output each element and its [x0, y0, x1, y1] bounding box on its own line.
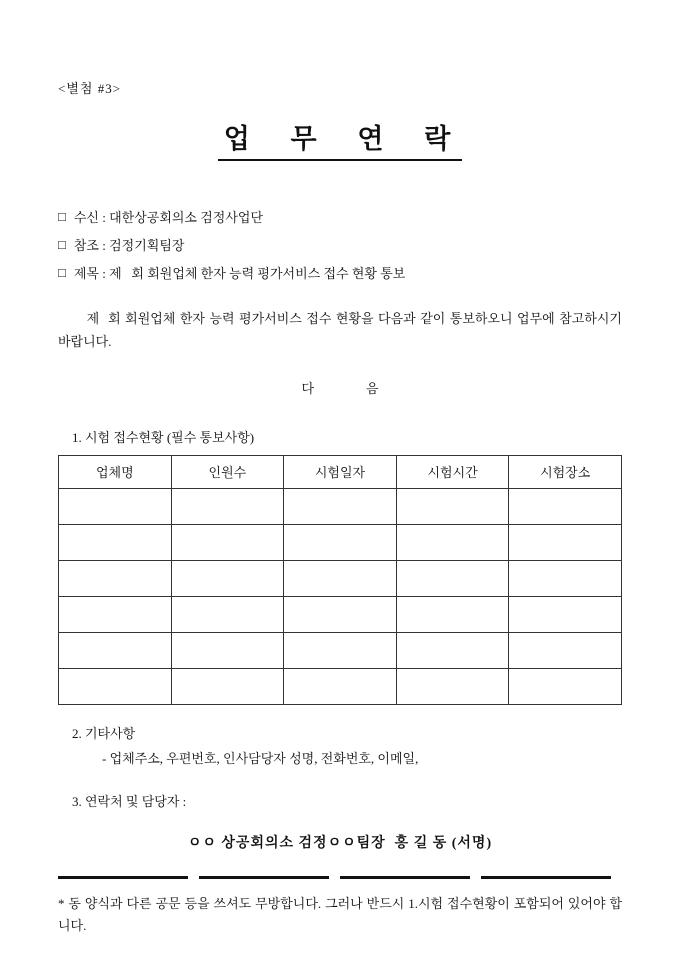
table-cell [284, 596, 397, 632]
document-title: 업 무 연 락 [218, 117, 463, 161]
section1-heading: 1. 시험 접수현황 (필수 통보사항) [72, 429, 255, 445]
table-row [59, 524, 622, 560]
table-cell [59, 668, 172, 704]
signature-line: ㅇㅇ 상공회의소 검정ㅇㅇ팀장 홍 길 동 (서명) [187, 835, 493, 851]
table-row [59, 488, 622, 524]
table-cell [396, 560, 509, 596]
table-cell [171, 596, 284, 632]
reception-status-table [58, 455, 622, 705]
table-cell [171, 488, 284, 524]
table-row [59, 668, 622, 704]
section2-detail: - 업체주소, 우편번호, 인사담당자 성명, 전화번호, 이메일, [102, 750, 419, 766]
header-exam-place: 시험장소 [509, 455, 622, 488]
attachment-label: <별첨 #3> [58, 81, 122, 96]
table-cell [509, 488, 622, 524]
table-cell [171, 524, 284, 560]
footnote: * 동 양식과 다른 공문 등을 쓰셔도 무방합니다. 그러나 반드시 1.시험 접수현황이 포함되어 있어야 합니다. [58, 895, 622, 933]
table-row [59, 596, 622, 632]
table-header-row [59, 455, 622, 488]
separator-line [58, 876, 622, 879]
header-company: 업체명 [59, 455, 172, 488]
checkbox-icon: □ [58, 209, 66, 224]
table-cell [509, 524, 622, 560]
recipient-text: 수신 : 대한상공회의소 검정사업단 [73, 210, 264, 225]
section2-heading: 2. 기타사항 [72, 725, 136, 741]
table-cell [284, 668, 397, 704]
header-exam-date: 시험일자 [284, 455, 397, 488]
table-cell [396, 632, 509, 668]
body-paragraph: 제 회 회원업체 한자 능력 평가서비스 접수 현황을 다음과 같이 통보하오니 업무에 참고하시기 바랍니다. [58, 311, 626, 349]
table-cell [59, 596, 172, 632]
subject-text: 제목 : 제 회 회원업체 한자 능력 평가서비스 접수 현황 통보 [73, 266, 406, 281]
header-items [58, 207, 622, 282]
table-row [59, 560, 622, 596]
title-wrap [58, 117, 622, 161]
checkbox-icon: □ [58, 237, 66, 252]
table-cell [509, 668, 622, 704]
table-cell [396, 488, 509, 524]
table-row [59, 632, 622, 668]
table-cell [171, 632, 284, 668]
table-cell [59, 560, 172, 596]
table-cell [284, 488, 397, 524]
recipient-row [58, 207, 622, 226]
cc-row [58, 235, 622, 254]
table-cell [284, 524, 397, 560]
header-headcount: 인원수 [171, 455, 284, 488]
subject-row [58, 263, 622, 282]
checkbox-icon: □ [58, 265, 66, 280]
cc-text: 참조 : 검정기획팀장 [73, 238, 185, 253]
table-cell [396, 596, 509, 632]
table-cell [171, 560, 284, 596]
table-cell [396, 668, 509, 704]
table-cell [171, 668, 284, 704]
daum-heading: 다 음 [301, 380, 379, 396]
table-cell [284, 632, 397, 668]
table-cell [284, 560, 397, 596]
table-cell [59, 488, 172, 524]
section3-heading: 3. 연락처 및 담당자 : [72, 793, 187, 809]
table-cell [509, 596, 622, 632]
table-cell [59, 632, 172, 668]
table-cell [59, 524, 172, 560]
table-cell [396, 524, 509, 560]
header-exam-time: 시험시간 [396, 455, 509, 488]
reception-table-body [59, 488, 622, 704]
table-cell [509, 560, 622, 596]
table-cell [509, 632, 622, 668]
